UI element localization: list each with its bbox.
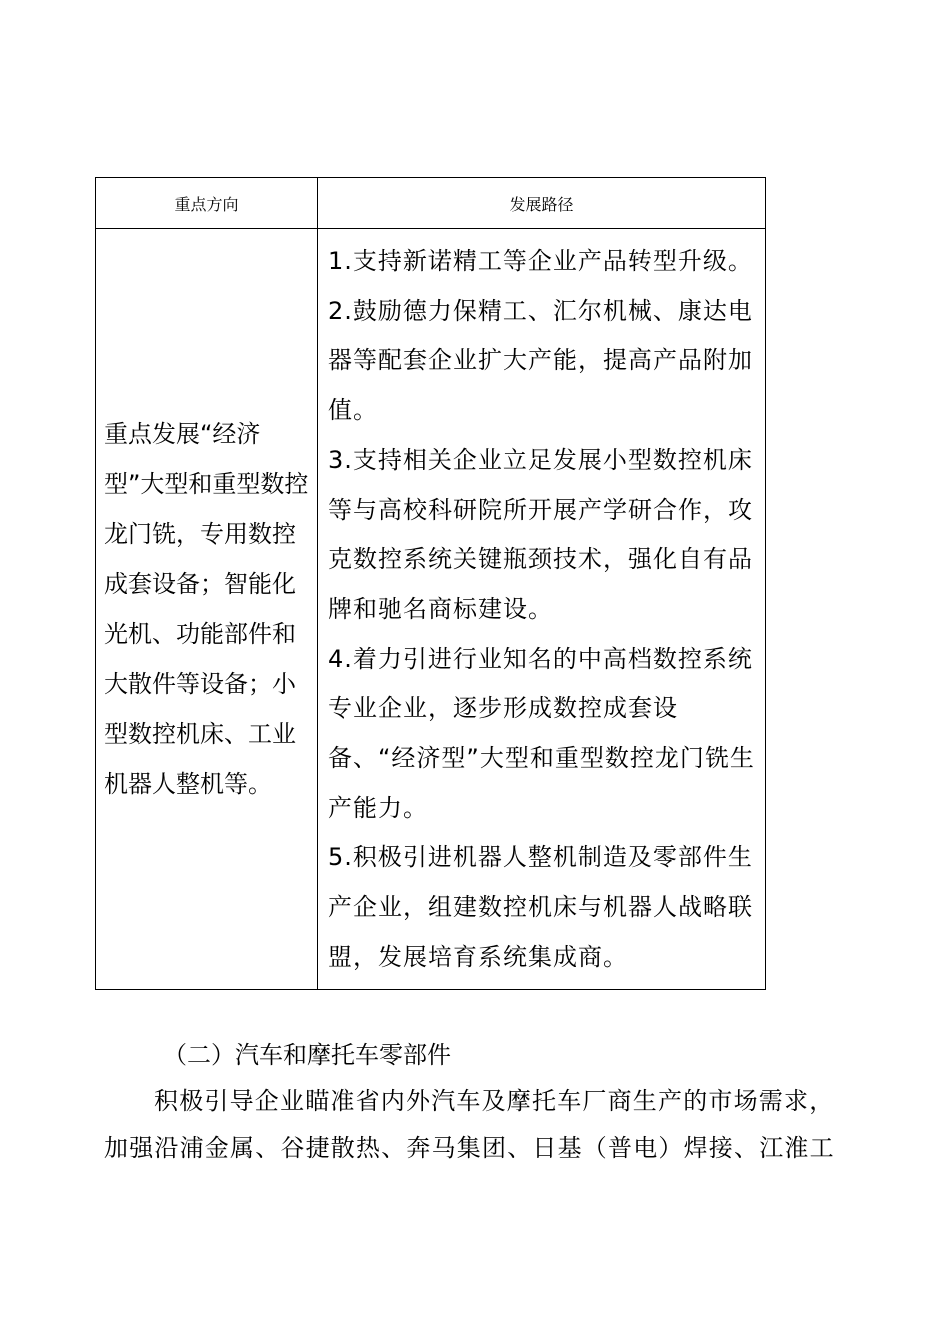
focus-direction-cell: 重点发展“经济型”大型和重型数控龙门铣，专用数控成套设备；智能化光机、功能部件和大散件等设备；小型数控机床、工业机器人整机等。 <box>96 229 318 990</box>
path-item-3: 3.支持相关企业立足发展小型数控机床等与高校科研院所开展产学研合作，攻克数控系统关键瓶颈技术，强化自有品牌和驰名商标建设。 <box>328 445 753 623</box>
development-table <box>95 177 766 990</box>
table-row <box>96 229 766 990</box>
path-item-5: 5.积极引进机器人整机制造及零部件生产企业，组建数控机床与机器人战略联盟，发展培育系统集成商。 <box>328 843 753 971</box>
header-focus-direction: 重点方向 <box>96 178 318 229</box>
section-paragraph: 积极引导企业瞄准省内外汽车及摩托车厂商生产的市场需求，加强沿浦金属、谷捷散热、奔马集团、日基（普电）焊接、江淮工 <box>104 1087 835 1162</box>
path-item-4: 4.着力引进行业知名的中高档数控系统专业企业，逐步形成数控成套设备、“经济型”大型和重型数控龙门铣生产能力。 <box>328 644 755 822</box>
header-development-path: 发展路径 <box>318 178 766 229</box>
path-item-2: 2.鼓励德力保精工、汇尔机械、康达电器等配套企业扩大产能，提高产品附加值。 <box>328 296 753 425</box>
section-heading: （二）汽车和摩托车零部件 <box>163 1041 451 1069</box>
table-header-row <box>96 178 766 229</box>
path-item-1: 1.支持新诺精工等企业产品转型升级。 <box>328 247 753 275</box>
development-path-cell <box>318 229 766 990</box>
